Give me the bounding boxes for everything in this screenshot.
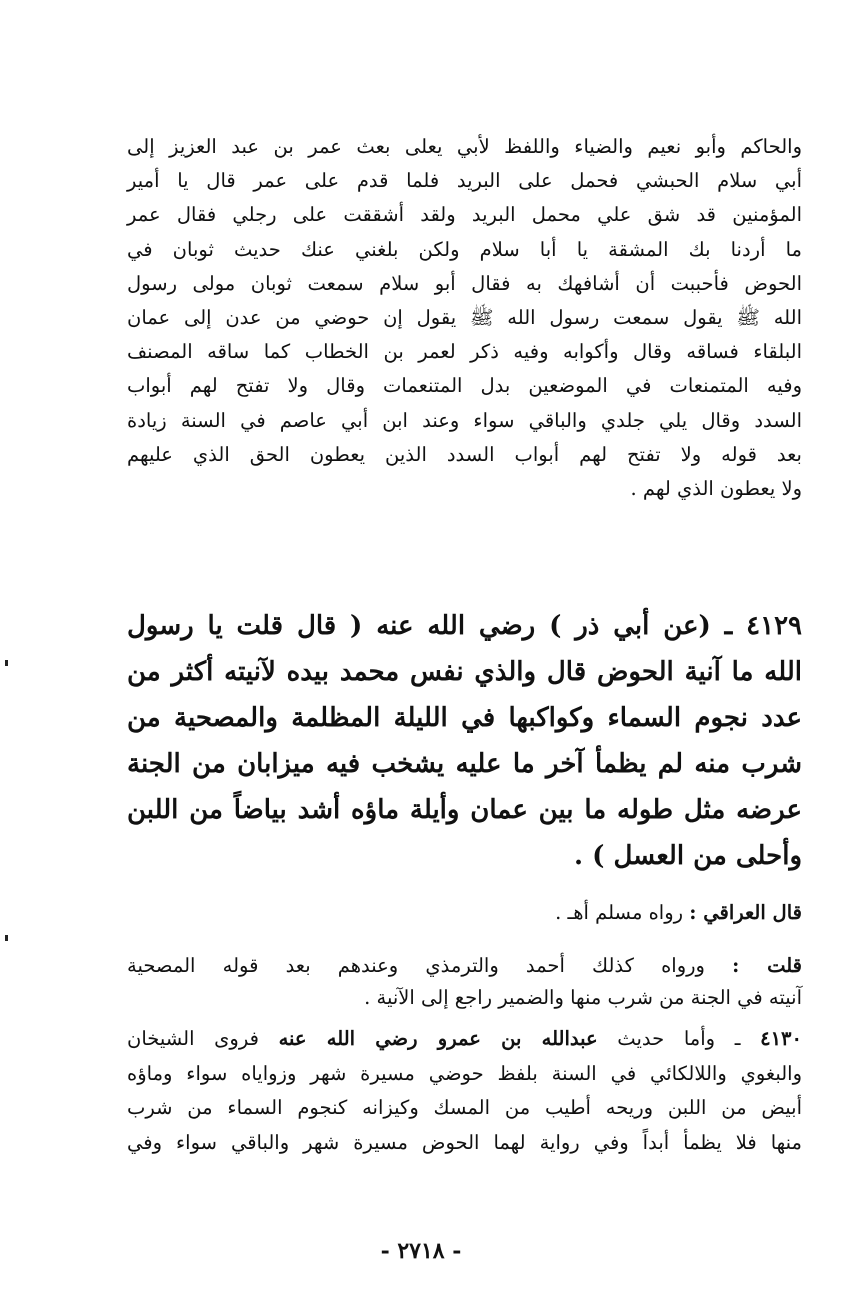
text-line: الحوض فأحببت أن أشافهك به فقال أبو سلام سمعت ثوبان مولى رسول xyxy=(127,271,802,295)
text-line: بعد قوله ولا تفتح لهم أبواب السدد الذين يعطون الحق الذي عليهم xyxy=(127,442,802,466)
text-line: المؤمنين قد شق علي محمل البريد ولقد أشققت على رجلي فقال عمر xyxy=(127,203,802,227)
text-line: والبغوي واللالكائي في السنة بلفظ حوضي مسيرة شهر وزواياه سواء وماؤه xyxy=(127,1061,802,1085)
hadith-line: الله ما آنية الحوض قال والذي نفس محمد بيده لآنيته أكثر من xyxy=(127,657,802,687)
intro-text: وأما حديث xyxy=(597,1027,716,1050)
hadith-line: عرضه مثل طوله ما بين عمان وأيلة ماؤه أشد بياضاً من اللبن xyxy=(127,795,802,825)
hadith-line: وأحلى من العسل ) . xyxy=(574,841,802,871)
hadith-line: ٤١٢٩ ـ (عن أبي ذر ) رضي الله عنه ( قال قلت يا رسول xyxy=(127,611,802,641)
iraqi-note xyxy=(127,896,802,930)
text-line: ما أردنا بك المشقة يا أبا سلام ولكن بلغني عنك حديث ثوبان في xyxy=(127,237,802,261)
author-note xyxy=(127,950,802,1014)
text-line: وفيه المتمنعات في الموضعين بدل المتنعمات وقال ولا تفتح لهم أبواب xyxy=(127,374,802,398)
text-line: الله ﷺ يقول سمعت رسول الله ﷺ يقول إن حوضي من عدن إلى عمان xyxy=(127,306,802,330)
hadith-number: ٤١٣٠ xyxy=(760,1027,802,1050)
text-line xyxy=(127,950,802,982)
text-line xyxy=(127,1022,802,1057)
hadith-line: عدد نجوم السماء وكواكبها في الليلة المظلمة والمصحية من xyxy=(127,703,802,733)
commentary-paragraph xyxy=(127,130,802,506)
text-line: آنيته في الجنة من شرب منها والضمير راجع إلى الآنية . xyxy=(364,986,802,1009)
text-line: ولا يعطون الذي لهم . xyxy=(630,477,802,501)
rest-text: فروى الشيخان xyxy=(127,1027,279,1050)
text-line: السدد وقال يلي جلدي والباقي سواء وعند ابن أبي عاصم في السنة زيادة xyxy=(127,408,802,432)
margin-mark xyxy=(5,660,8,666)
text-line: منها فلا يظمأ أبداً وفي رواية لهما الحوض مسيرة شهر والباقي سواء وفي xyxy=(127,1130,802,1154)
margin-mark xyxy=(5,935,8,941)
dash: ـ xyxy=(715,1027,761,1050)
hadith-4129 xyxy=(127,603,802,879)
hadith-4130 xyxy=(127,1022,802,1160)
text-line: البلقاء فساقه وقال وأكوابه وفيه ذكر لعمر بن الخطاب كما ساقه المصنف xyxy=(127,340,802,364)
narrator-name: عبدالله بن عمرو رضي الله عنه xyxy=(278,1027,598,1050)
text-line: أبي سلام الحبشي فحمل على البريد فلما قدم على عمر قال يا أمير xyxy=(127,169,802,193)
page-number: - ٢٧١٨ - xyxy=(380,1238,462,1264)
iraqi-text: رواه مسلم أهـ . xyxy=(555,901,690,924)
text-line: والحاكم وأبو نعيم والضياء واللفظ لأبي يعلى بعث عمر بن عبد العزيز إلى xyxy=(127,135,802,158)
text-line: أبيض من اللبن وريحه أطيب من المسك وكيزانه كنجوم السماء من شرب xyxy=(127,1096,802,1119)
hadith-line: شرب منه لم يظمأ آخر ما عليه يشخب فيه ميزابان من الجنة xyxy=(127,749,802,779)
iraqi-label: قال العراقي : xyxy=(689,901,802,924)
text-line xyxy=(127,896,802,930)
qultu-text: ورواه كذلك أحمد والترمذي وعندهم بعد قوله المصحية xyxy=(127,954,733,977)
qultu-label: قلت : xyxy=(732,954,802,977)
